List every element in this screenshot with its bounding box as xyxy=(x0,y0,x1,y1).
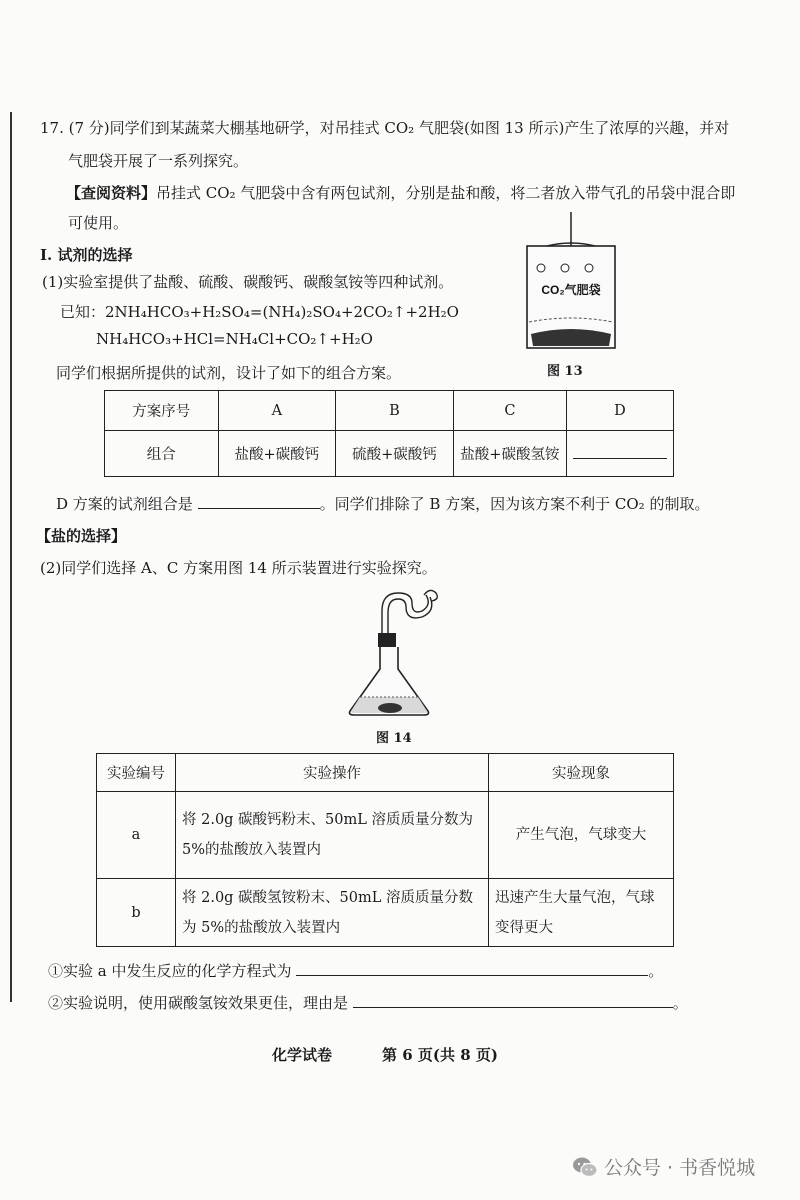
experiment-operation-line: 将 2.0g 碳酸氢铵粉末、50mL 溶质质量分数 xyxy=(182,889,473,906)
experiment-operation-line: 将 2.0g 碳酸钙粉末、50mL 溶质质量分数为 xyxy=(182,812,473,828)
plan-d-answer-cell[interactable] xyxy=(567,431,674,477)
figure-13-caption: 图 13 xyxy=(547,364,583,379)
experiment-table xyxy=(96,753,674,947)
question-2-text: (2)同学们选择 A、C 方案用图 14 所示装置进行实验探究。 xyxy=(40,559,437,577)
experiment-row xyxy=(97,792,674,879)
experiment-operation xyxy=(176,879,489,947)
co2-fertilizer-bag-figure xyxy=(505,200,625,360)
known-prefix: 已知： xyxy=(60,303,106,321)
experiment-phenomenon-line: 产生气泡，气球变大 xyxy=(515,827,647,843)
equation-1 xyxy=(60,301,459,322)
plan-cell: 硫酸+碳酸钙 xyxy=(336,431,454,477)
sub-question-1-end: 。 xyxy=(648,962,664,980)
bag-label: CO₂气肥袋 xyxy=(541,283,601,297)
binding-margin-line xyxy=(10,112,12,1002)
figure-14-caption: 图 14 xyxy=(376,731,412,746)
plan-header-cell: B xyxy=(336,391,454,431)
experiment-operation-line: 5%的盐酸放入装置内 xyxy=(182,842,322,858)
reference-info-text: 吊挂式 CO₂ 气肥袋中含有两包试剂，分别是盐和酸，将二者放入带气孔的吊袋中混合即 xyxy=(156,184,736,202)
section-1-title: I. 试剂的选择 xyxy=(40,246,133,264)
plan-header-cell: C xyxy=(453,391,566,431)
plan-cell: 盐酸+碳酸氢铵 xyxy=(453,431,566,477)
plan-d-answer-blank[interactable] xyxy=(573,444,667,459)
question-17-line2: 气肥袋开展了一系列探究。 xyxy=(68,152,249,170)
flask-balloon-figure xyxy=(340,585,445,725)
plan-table xyxy=(104,390,674,477)
sub-question-2-text: ②实验说明，使用碳酸氢铵效果更佳，理由是 xyxy=(48,994,349,1012)
reference-info-label: 【查阅资料】 xyxy=(66,184,157,202)
plan-table-header-row xyxy=(105,391,674,431)
reference-info-line1 xyxy=(66,182,735,203)
experiment-header-phenomenon: 实验现象 xyxy=(489,754,674,792)
reason-answer-blank[interactable] xyxy=(353,993,673,1008)
experiment-id: b xyxy=(97,879,176,947)
plan-cell: 组合 xyxy=(105,431,219,477)
experiment-table-header-row xyxy=(97,754,674,792)
section-2-title: 【盐的选择】 xyxy=(36,527,127,545)
experiment-operation-line: 为 5%的盐酸放入装置内 xyxy=(182,919,341,936)
question-1-text: (1)实验室提供了盐酸、硫酸、碳酸钙、碳酸氢铵等四种试剂。 xyxy=(42,273,454,291)
d-question-prefix: D 方案的试剂组合是 xyxy=(56,495,193,513)
experiment-phenomenon xyxy=(489,792,674,879)
experiment-header-operation: 实验操作 xyxy=(176,754,489,792)
experiment-phenomenon-line: 迅速产生大量气泡，气球 xyxy=(495,889,655,906)
sub-question-2 xyxy=(48,992,688,1013)
design-text: 同学们根据所提供的试剂，设计了如下的组合方案。 xyxy=(56,364,402,382)
experiment-row xyxy=(97,879,674,947)
footer-subject: 化学试卷 xyxy=(272,1046,333,1064)
question-17-line1: 17. (7 分)同学们到某蔬菜大棚基地研学，对吊挂式 CO₂ 气肥袋(如图 13 所示)产生了浓厚的兴趣，并对 xyxy=(40,119,730,137)
sub-question-1 xyxy=(48,960,663,981)
experiment-phenomenon-line: 变得更大 xyxy=(495,919,553,936)
plan-header-cell: 方案序号 xyxy=(105,391,219,431)
wechat-icon xyxy=(572,1156,598,1178)
experiment-phenomenon xyxy=(489,879,674,947)
reference-info-line2: 可使用。 xyxy=(68,214,129,232)
equation-2: NH₄HCO₃+HCl=NH₄Cl+CO₂↑+H₂O xyxy=(96,330,373,348)
plan-header-cell: A xyxy=(218,391,336,431)
equation-answer-blank[interactable] xyxy=(296,961,648,976)
experiment-header-id: 实验编号 xyxy=(97,754,176,792)
watermark-text: 公众号 · 书香悦城 xyxy=(604,1157,756,1179)
experiment-operation xyxy=(176,792,489,879)
d-question-suffix: 。同学们排除了 B 方案，因为该方案不利于 CO₂ 的制取。 xyxy=(319,495,710,513)
footer-page-number: 第 6 页(共 8 页) xyxy=(382,1046,498,1064)
plan-table-combo-row xyxy=(105,431,674,477)
sub-question-2-end: 。 xyxy=(672,994,688,1012)
sub-question-1-text: ①实验 a 中发生反应的化学方程式为 xyxy=(48,962,292,980)
plan-cell: 盐酸+碳酸钙 xyxy=(218,431,336,477)
d-answer-blank[interactable] xyxy=(198,494,320,509)
experiment-id: a xyxy=(97,792,176,879)
d-question xyxy=(56,493,709,514)
plan-header-cell: D xyxy=(567,391,674,431)
watermark xyxy=(572,1153,755,1180)
equation-1-text: 2NH₄HCO₃+H₂SO₄=(NH₄)₂SO₄+2CO₂↑+2H₂O xyxy=(105,303,459,321)
